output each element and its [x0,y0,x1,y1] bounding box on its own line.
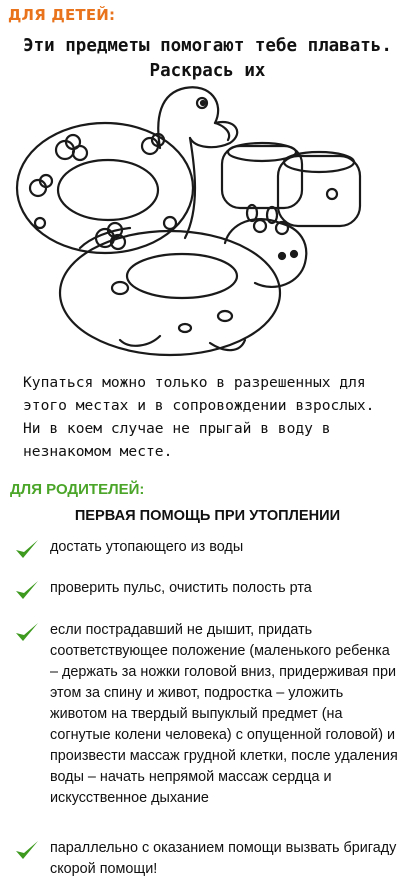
coloring-illustration [10,78,405,368]
armbands-icon [222,143,360,226]
hippo-ring-icon [60,205,306,355]
kids-safety-text: Купаться можно только в разрешенных для этого местах и в сопровождении взрослых. Ни в коем случае не прыгай в воду в незнакомом месте. [23,374,375,460]
first-aid-title: ПЕРВАЯ ПОМОЩЬ ПРИ УТОПЛЕНИИ [74,508,341,524]
checkmark-icon [14,578,40,604]
checkmark-icon [14,838,40,864]
kids-section-header: ДЛЯ ДЕТЕЙ: [8,6,116,24]
list-item-text: проверить пульс, очистить полость рта [50,580,312,596]
list-item-text: параллельно с оказанием помощи вызвать бригаду скорой помощи! [50,840,397,877]
parents-section-header: ДЛЯ РОДИТЕЛЕЙ: [10,481,145,498]
list-item-text: достать утопающего из воды [50,539,244,555]
kids-title: Эти предметы помогают тебе плавать. Раскрась их [23,36,392,81]
checkmark-icon [14,537,40,563]
list-item-text: если пострадавший не дышит, придать соответствующее положение (маленького ребенка – держать за ножки головой вниз, придерживая при этом за спину и живот, подростка – уложить животом на твердый выпуклый предмет (на согнутые колени человека) с опущенной головой) и произвести массаж грудной клетки, после удаления воды – начать непрямой массаж сердца и искусственное дыхание [50,622,398,806]
checkmark-icon [14,620,40,646]
